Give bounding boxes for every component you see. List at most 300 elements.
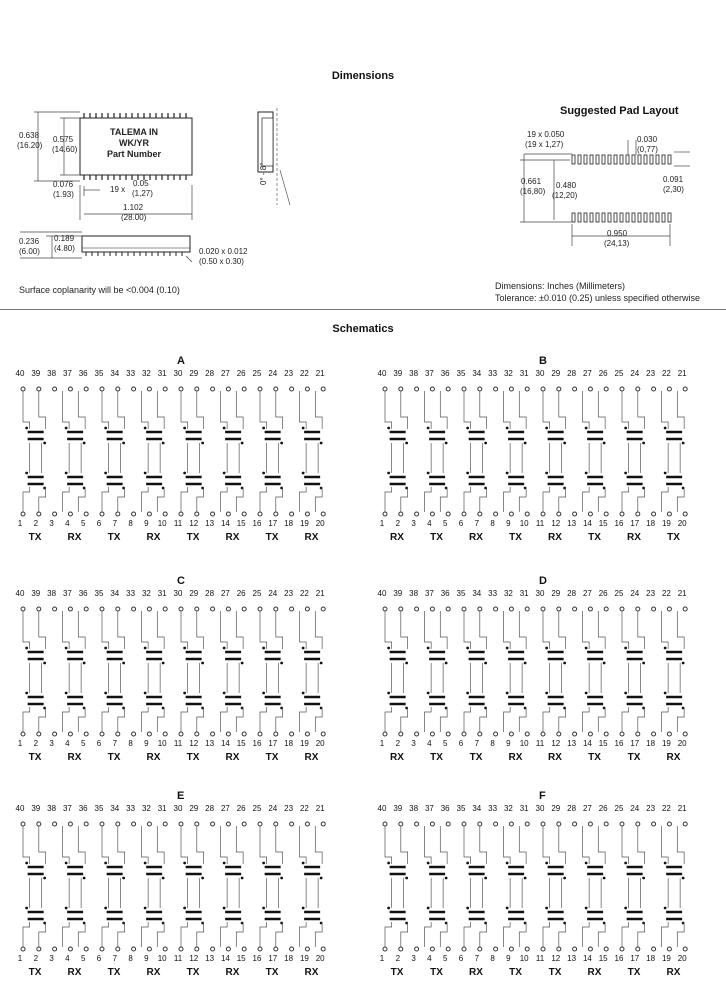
pin-number-top: 28 bbox=[567, 804, 577, 813]
dim-1102: 1.102 bbox=[123, 203, 144, 212]
pin-terminal bbox=[415, 822, 419, 826]
pin-terminal bbox=[132, 607, 136, 611]
pin-number-bottom: 3 bbox=[49, 739, 54, 748]
pin-number-bottom: 17 bbox=[630, 739, 640, 748]
transformer bbox=[585, 862, 606, 880]
pin-terminal bbox=[541, 732, 545, 736]
pin-number-top: 38 bbox=[409, 369, 419, 378]
transformer bbox=[65, 472, 86, 490]
pin-number-bottom: 19 bbox=[661, 519, 671, 528]
pin-number-bottom: 5 bbox=[442, 739, 448, 748]
pin-terminal bbox=[399, 732, 403, 736]
transformer bbox=[545, 647, 566, 665]
transformer bbox=[387, 692, 408, 710]
pin-number-bottom: 1 bbox=[17, 954, 23, 963]
wire bbox=[504, 611, 527, 732]
pin-terminal bbox=[321, 607, 325, 611]
pin-number-bottom: 3 bbox=[411, 954, 416, 963]
pin-terminal bbox=[242, 512, 246, 516]
transformer bbox=[506, 427, 527, 445]
pin-number-top: 35 bbox=[94, 369, 104, 378]
schematics-heading: Schematics bbox=[332, 323, 394, 335]
transformer bbox=[624, 647, 645, 665]
pin-terminal bbox=[652, 947, 656, 951]
transformer bbox=[104, 427, 125, 445]
pin-number-top: 26 bbox=[236, 804, 246, 813]
pin-number-bottom: 16 bbox=[252, 519, 262, 528]
pin-number-bottom: 1 bbox=[379, 739, 385, 748]
transformer bbox=[427, 647, 448, 665]
pin-terminal bbox=[573, 732, 577, 736]
wire bbox=[23, 826, 46, 947]
pin-terminal bbox=[68, 732, 72, 736]
channel-label: RX bbox=[146, 752, 161, 763]
pin-terminal bbox=[21, 607, 25, 611]
pin-terminal bbox=[383, 947, 387, 951]
pin-terminal bbox=[462, 947, 466, 951]
pin-number-top: 27 bbox=[582, 589, 592, 598]
pin-terminal bbox=[258, 732, 262, 736]
transformer bbox=[624, 692, 645, 710]
transformer bbox=[104, 647, 125, 665]
pin-terminal bbox=[636, 512, 640, 516]
pin-terminal bbox=[430, 732, 434, 736]
dim-127: (1,27) bbox=[132, 189, 153, 198]
transformer bbox=[262, 907, 283, 925]
pin-number-bottom: 15 bbox=[236, 954, 246, 963]
pin-number-bottom: 2 bbox=[395, 954, 401, 963]
pin-terminal bbox=[494, 387, 498, 391]
pin-terminal bbox=[100, 822, 104, 826]
transformer bbox=[427, 862, 448, 880]
pin-terminal bbox=[525, 732, 529, 736]
pin-number-bottom: 8 bbox=[490, 739, 495, 748]
pin-terminal bbox=[683, 512, 687, 516]
wire bbox=[63, 611, 86, 732]
schematic-title: D bbox=[539, 575, 547, 587]
pin-terminal bbox=[195, 732, 199, 736]
pin-terminal bbox=[179, 947, 183, 951]
transformer bbox=[466, 472, 487, 490]
tolerance-note: Tolerance: ±0.010 (0.25) unless specified otherwise bbox=[495, 293, 701, 303]
wire bbox=[102, 611, 125, 732]
transformer bbox=[427, 692, 448, 710]
pin-terminal bbox=[179, 732, 183, 736]
pin-number-bottom: 12 bbox=[189, 954, 199, 963]
pin-terminal bbox=[430, 512, 434, 516]
pin-number-top: 35 bbox=[94, 589, 104, 598]
pin-terminal bbox=[620, 387, 624, 391]
schematic-title: C bbox=[177, 575, 185, 587]
pin-number-top: 29 bbox=[551, 589, 561, 598]
pin-terminal bbox=[21, 732, 25, 736]
transformer bbox=[25, 647, 46, 665]
pin-number-top: 33 bbox=[126, 589, 136, 598]
pin-number-bottom: 9 bbox=[144, 519, 149, 528]
pin-terminal bbox=[195, 822, 199, 826]
pin-terminal bbox=[274, 822, 278, 826]
pin-terminal bbox=[53, 607, 57, 611]
wire bbox=[622, 391, 645, 512]
pin-terminal bbox=[53, 947, 57, 951]
pin-number-top: 28 bbox=[205, 804, 215, 813]
pin-number-top: 38 bbox=[47, 589, 57, 598]
pin-number-top: 26 bbox=[598, 804, 608, 813]
pin-number-top: 39 bbox=[31, 589, 41, 598]
transformer bbox=[545, 427, 566, 445]
pin-number-bottom: 11 bbox=[535, 519, 545, 528]
pin-terminal bbox=[683, 607, 687, 611]
wire bbox=[181, 826, 204, 947]
transformer bbox=[262, 427, 283, 445]
pad-d0950: 0.950 bbox=[607, 229, 628, 238]
part-label-1: TALEMA IN bbox=[110, 127, 158, 137]
pin-terminal bbox=[667, 512, 671, 516]
pin-terminal bbox=[430, 947, 434, 951]
pin-number-top: 40 bbox=[15, 804, 25, 813]
transformer bbox=[183, 907, 204, 925]
pin-number-top: 25 bbox=[252, 589, 262, 598]
pin-number-bottom: 1 bbox=[17, 519, 23, 528]
pin-terminal bbox=[116, 512, 120, 516]
pin-number-top: 24 bbox=[630, 369, 640, 378]
wire bbox=[583, 391, 606, 512]
pin-terminal bbox=[383, 822, 387, 826]
pin-number-bottom: 20 bbox=[315, 739, 325, 748]
wire bbox=[63, 826, 86, 947]
pin-number-top: 35 bbox=[456, 589, 466, 598]
pin-number-bottom: 1 bbox=[379, 954, 385, 963]
pin-number-top: 40 bbox=[377, 369, 387, 378]
channel-label: RX bbox=[548, 752, 562, 763]
pin-terminal bbox=[132, 732, 136, 736]
pin-terminal bbox=[163, 387, 167, 391]
wire bbox=[543, 611, 566, 732]
transformer bbox=[664, 472, 685, 490]
pin-terminal bbox=[462, 607, 466, 611]
dim-0189: 0.189 bbox=[54, 234, 75, 243]
pin-number-bottom: 19 bbox=[299, 739, 309, 748]
transformer bbox=[585, 647, 606, 665]
pin-terminal bbox=[525, 512, 529, 516]
dim-005: 0.05 bbox=[133, 179, 149, 188]
pin-number-bottom: 20 bbox=[677, 519, 687, 528]
transformer bbox=[262, 692, 283, 710]
pin-number-bottom: 14 bbox=[220, 739, 230, 748]
angle-label: 0° - 8° bbox=[259, 162, 268, 185]
pin-number-bottom: 2 bbox=[395, 739, 401, 748]
pin-terminal bbox=[226, 732, 230, 736]
transformer bbox=[25, 427, 46, 445]
pin-terminal bbox=[588, 512, 592, 516]
pin-terminal bbox=[604, 822, 608, 826]
wire bbox=[425, 611, 448, 732]
wire bbox=[142, 826, 165, 947]
pin-number-top: 31 bbox=[519, 589, 529, 598]
units-note: Dimensions: Inches (Millimeters) bbox=[495, 281, 626, 291]
transformer bbox=[104, 907, 125, 925]
section-divider bbox=[0, 309, 726, 310]
transformer bbox=[183, 692, 204, 710]
pin-terminal bbox=[446, 732, 450, 736]
transformer bbox=[624, 472, 645, 490]
pin-number-bottom: 13 bbox=[205, 954, 215, 963]
pin-number-bottom: 20 bbox=[315, 519, 325, 528]
pin-terminal bbox=[258, 387, 262, 391]
wire bbox=[425, 391, 448, 512]
pin-number-top: 35 bbox=[456, 804, 466, 813]
pad-d1220: (12,20) bbox=[552, 191, 578, 200]
pin-number-bottom: 17 bbox=[630, 519, 640, 528]
pin-number-bottom: 19 bbox=[661, 739, 671, 748]
dim-0076: 0.076 bbox=[53, 180, 74, 189]
schematic-title: B bbox=[539, 355, 547, 367]
pin-terminal bbox=[53, 732, 57, 736]
pin-number-bottom: 15 bbox=[236, 739, 246, 748]
pin-terminal bbox=[163, 947, 167, 951]
pin-terminal bbox=[37, 822, 41, 826]
wire bbox=[662, 826, 685, 947]
pin-number-top: 40 bbox=[377, 589, 387, 598]
pin-terminal bbox=[383, 607, 387, 611]
pin-number-top: 39 bbox=[31, 804, 41, 813]
pin-terminal bbox=[604, 512, 608, 516]
pin-terminal bbox=[667, 607, 671, 611]
channel-label: RX bbox=[304, 752, 319, 763]
transformer bbox=[302, 427, 323, 445]
pin-number-bottom: 18 bbox=[284, 519, 294, 528]
pin-terminal bbox=[226, 947, 230, 951]
pin-number-bottom: 10 bbox=[519, 954, 529, 963]
pin-number-bottom: 10 bbox=[519, 519, 529, 528]
transformer bbox=[302, 907, 323, 925]
channel-label: TX bbox=[186, 532, 200, 543]
pin-terminal bbox=[21, 822, 25, 826]
pin-terminal bbox=[494, 607, 498, 611]
transformer bbox=[65, 427, 86, 445]
pin-number-bottom: 13 bbox=[567, 954, 577, 963]
channel-label: RX bbox=[548, 532, 562, 543]
channel-label: TX bbox=[28, 752, 42, 763]
channel-label: RX bbox=[304, 967, 319, 978]
pin-number-bottom: 11 bbox=[173, 739, 183, 748]
channel-label: TX bbox=[107, 967, 121, 978]
channel-label: TX bbox=[509, 532, 522, 543]
pin-terminal bbox=[321, 512, 325, 516]
pin-terminal bbox=[652, 607, 656, 611]
wire bbox=[662, 391, 685, 512]
pin-number-bottom: 7 bbox=[112, 519, 118, 528]
pin-terminal bbox=[132, 947, 136, 951]
pin-number-top: 33 bbox=[488, 369, 498, 378]
pin-terminal bbox=[541, 947, 545, 951]
pin-terminal bbox=[163, 512, 167, 516]
pad-d0480: 0.480 bbox=[556, 181, 577, 190]
channel-label: TX bbox=[469, 752, 483, 763]
pin-terminal bbox=[525, 387, 529, 391]
pin-number-top: 35 bbox=[456, 369, 466, 378]
pin-terminal bbox=[163, 822, 167, 826]
pin-number-bottom: 13 bbox=[567, 739, 577, 748]
pin-terminal bbox=[116, 387, 120, 391]
coplanarity-note: Surface coplanarity will be <0.004 (0.10) bbox=[19, 285, 180, 295]
pin-terminal bbox=[132, 387, 136, 391]
pin-terminal bbox=[652, 387, 656, 391]
pin-number-top: 23 bbox=[646, 804, 656, 813]
pin-number-bottom: 18 bbox=[284, 739, 294, 748]
pin-number-top: 32 bbox=[503, 804, 513, 813]
pin-number-bottom: 3 bbox=[49, 954, 54, 963]
pin-number-top: 32 bbox=[503, 589, 513, 598]
pin-number-top: 34 bbox=[472, 369, 482, 378]
pin-terminal bbox=[290, 387, 294, 391]
pin-terminal bbox=[383, 387, 387, 391]
wire bbox=[181, 611, 204, 732]
wire bbox=[260, 826, 283, 947]
channel-label: TX bbox=[186, 752, 200, 763]
pin-number-top: 27 bbox=[220, 804, 230, 813]
pin-terminal bbox=[100, 947, 104, 951]
pin-terminal bbox=[242, 822, 246, 826]
schematic-title: A bbox=[177, 355, 185, 367]
pin-number-top: 33 bbox=[126, 804, 136, 813]
pin-number-top: 40 bbox=[377, 804, 387, 813]
pin-terminal bbox=[494, 732, 498, 736]
pin-number-top: 29 bbox=[189, 369, 199, 378]
pin-number-bottom: 12 bbox=[189, 519, 199, 528]
channel-label: RX bbox=[225, 532, 240, 543]
wire bbox=[622, 611, 645, 732]
pin-terminal bbox=[116, 947, 120, 951]
pin-terminal bbox=[53, 512, 57, 516]
pin-terminal bbox=[242, 387, 246, 391]
pin-number-bottom: 17 bbox=[630, 954, 640, 963]
pin-number-top: 21 bbox=[315, 589, 325, 598]
pin-terminal bbox=[573, 512, 577, 516]
pin-number-bottom: 13 bbox=[205, 739, 215, 748]
pin-number-top: 24 bbox=[268, 589, 278, 598]
wire bbox=[181, 391, 204, 512]
pin-number-top: 25 bbox=[614, 369, 624, 378]
pin-number-bottom: 1 bbox=[379, 519, 385, 528]
pin-terminal bbox=[415, 512, 419, 516]
pin-terminal bbox=[462, 387, 466, 391]
pin-number-top: 40 bbox=[15, 369, 25, 378]
pin-number-bottom: 5 bbox=[80, 954, 86, 963]
wire bbox=[464, 391, 487, 512]
pin-terminal bbox=[163, 732, 167, 736]
pin-terminal bbox=[509, 512, 513, 516]
pin-terminal bbox=[446, 947, 450, 951]
channel-label: TX bbox=[588, 532, 601, 543]
transformer bbox=[262, 862, 283, 880]
wire bbox=[385, 611, 408, 732]
pin-terminal bbox=[478, 822, 482, 826]
pin-terminal bbox=[652, 512, 656, 516]
pin-number-bottom: 16 bbox=[614, 739, 624, 748]
wire bbox=[464, 611, 487, 732]
pin-number-bottom: 15 bbox=[598, 954, 608, 963]
pin-number-bottom: 4 bbox=[427, 954, 432, 963]
wire bbox=[425, 826, 448, 947]
wire bbox=[504, 826, 527, 947]
pin-number-top: 39 bbox=[31, 369, 41, 378]
pin-number-bottom: 19 bbox=[299, 519, 309, 528]
channel-label: RX bbox=[146, 532, 161, 543]
transformer bbox=[65, 647, 86, 665]
pin-number-bottom: 3 bbox=[411, 739, 416, 748]
pin-terminal bbox=[242, 947, 246, 951]
pin-number-bottom: 18 bbox=[646, 519, 656, 528]
transformer bbox=[624, 862, 645, 880]
transformer bbox=[223, 862, 244, 880]
wire bbox=[260, 611, 283, 732]
pin-terminal bbox=[667, 732, 671, 736]
pin-number-top: 27 bbox=[582, 369, 592, 378]
pin-number-top: 22 bbox=[299, 589, 309, 598]
pin-number-top: 36 bbox=[78, 804, 88, 813]
pin-terminal bbox=[494, 512, 498, 516]
wire bbox=[583, 826, 606, 947]
transformer bbox=[466, 862, 487, 880]
pin-number-bottom: 9 bbox=[144, 739, 149, 748]
channel-label: TX bbox=[28, 967, 42, 978]
channel-label: RX bbox=[508, 752, 523, 763]
pin-terminal bbox=[399, 822, 403, 826]
pin-number-top: 31 bbox=[157, 369, 167, 378]
pin-number-bottom: 18 bbox=[646, 739, 656, 748]
transformer bbox=[585, 907, 606, 925]
pin-number-bottom: 6 bbox=[96, 739, 102, 748]
pin-terminal bbox=[478, 732, 482, 736]
transformer bbox=[664, 427, 685, 445]
channel-label: TX bbox=[430, 967, 443, 978]
pin-terminal bbox=[636, 822, 640, 826]
pin-number-top: 28 bbox=[205, 369, 215, 378]
pin-terminal bbox=[226, 607, 230, 611]
transformer bbox=[387, 647, 408, 665]
pin-number-bottom: 17 bbox=[268, 739, 278, 748]
pin-terminal bbox=[147, 822, 151, 826]
pad-d0661: 0.661 bbox=[521, 177, 542, 186]
pin-number-bottom: 18 bbox=[284, 954, 294, 963]
transformer bbox=[387, 862, 408, 880]
channel-label: TX bbox=[627, 967, 641, 978]
pin-terminal bbox=[305, 607, 309, 611]
pin-terminal bbox=[557, 512, 561, 516]
pin-terminal bbox=[462, 732, 466, 736]
pin-terminal bbox=[573, 607, 577, 611]
channel-label: RX bbox=[225, 752, 240, 763]
transformer bbox=[664, 647, 685, 665]
pin-terminal bbox=[478, 607, 482, 611]
pad-w077: (0,77) bbox=[637, 145, 658, 154]
pin-terminal bbox=[620, 607, 624, 611]
pin-terminal bbox=[399, 947, 403, 951]
channel-label: TX bbox=[265, 967, 279, 978]
pin-number-top: 29 bbox=[189, 589, 199, 598]
channel-label: RX bbox=[666, 967, 681, 978]
pin-terminal bbox=[620, 947, 624, 951]
pin-number-top: 22 bbox=[299, 804, 309, 813]
pin-terminal bbox=[321, 947, 325, 951]
pin-terminal bbox=[321, 822, 325, 826]
pin-number-top: 21 bbox=[677, 589, 687, 598]
pin-number-top: 25 bbox=[252, 369, 262, 378]
pin-terminal bbox=[683, 387, 687, 391]
pad-p19: 19 x 0.050 bbox=[527, 130, 565, 139]
transformer bbox=[144, 427, 165, 445]
